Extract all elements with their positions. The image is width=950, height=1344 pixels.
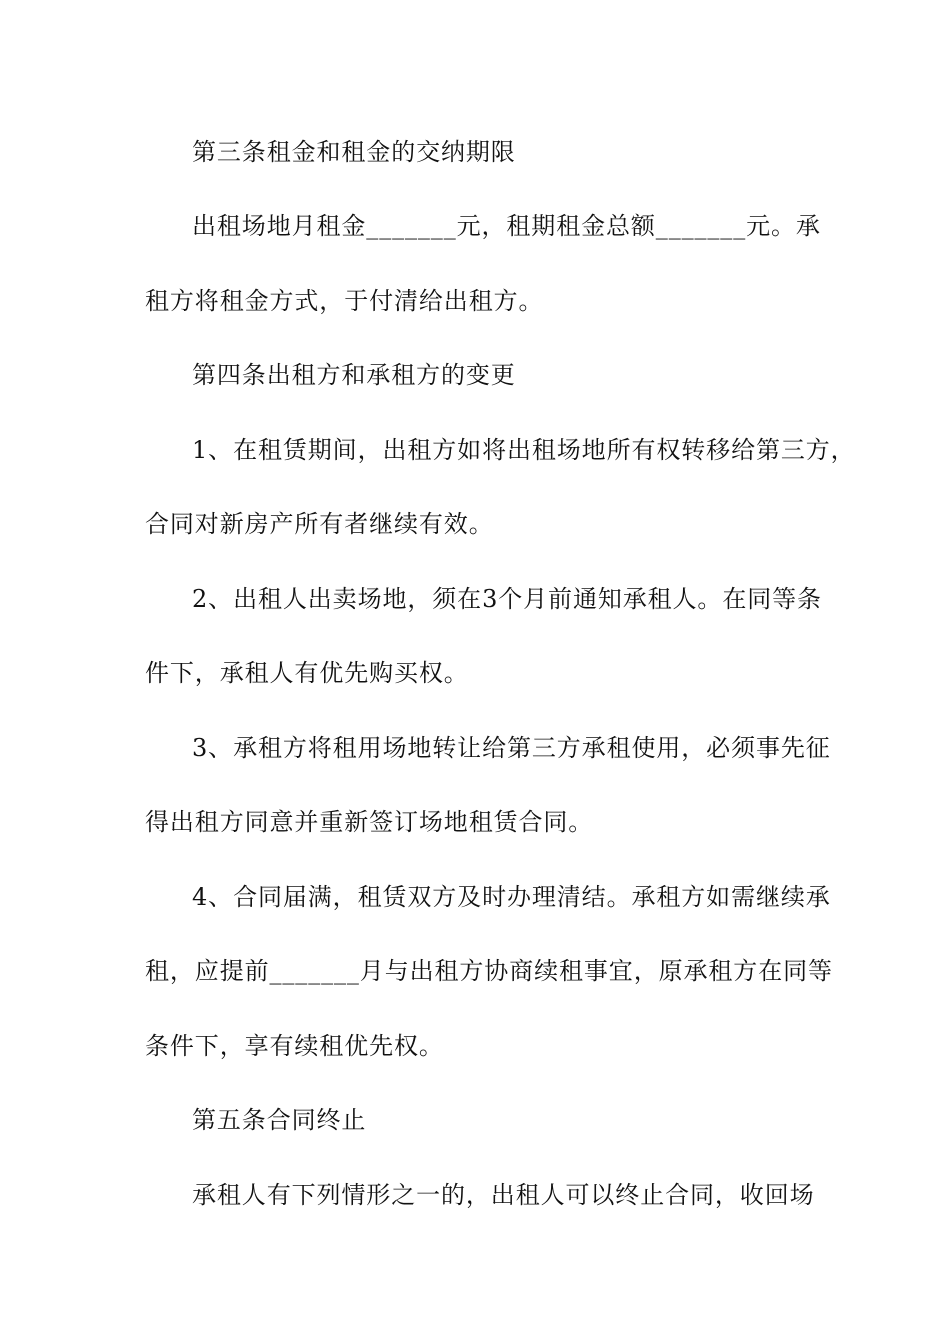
section-heading-article-3: 第三条租金和租金的交纳期限 xyxy=(192,138,516,166)
paragraph-line: 出租场地月租金_______元，租期租金总额_______元。承 xyxy=(192,212,821,240)
paragraph-line: 租，应提前_______月与出租方协商续租事宜，原承租方在同等 xyxy=(145,957,833,985)
paragraph-line: 租方将租金方式，于付清给出租方。 xyxy=(145,287,544,315)
paragraph-line: 条件下，享有续租优先权。 xyxy=(145,1032,444,1060)
paragraph-line: 合同对新房产所有者继续有效。 xyxy=(145,510,494,538)
section-heading-article-5: 第五条合同终止 xyxy=(192,1106,367,1134)
section-heading-article-4: 第四条出租方和承租方的变更 xyxy=(192,361,516,389)
paragraph-line: 3、承租方将租用场地转让给第三方承租使用，必须事先征 xyxy=(192,734,831,762)
paragraph-line: 承租人有下列情形之一的，出租人可以终止合同，收回场 xyxy=(192,1181,815,1209)
paragraph-line: 1、在租赁期间，出租方如将出租场地所有权转移给第三方， xyxy=(192,436,856,464)
paragraph-line: 2、出租人出卖场地，须在3个月前通知承租人。在同等条 xyxy=(192,585,822,613)
paragraph-line: 件下，承租人有优先购买权。 xyxy=(145,659,469,687)
paragraph-line: 得出租方同意并重新签订场地租赁合同。 xyxy=(145,808,594,836)
paragraph-line: 4、合同届满，租赁双方及时办理清结。承租方如需继续承 xyxy=(192,883,831,911)
